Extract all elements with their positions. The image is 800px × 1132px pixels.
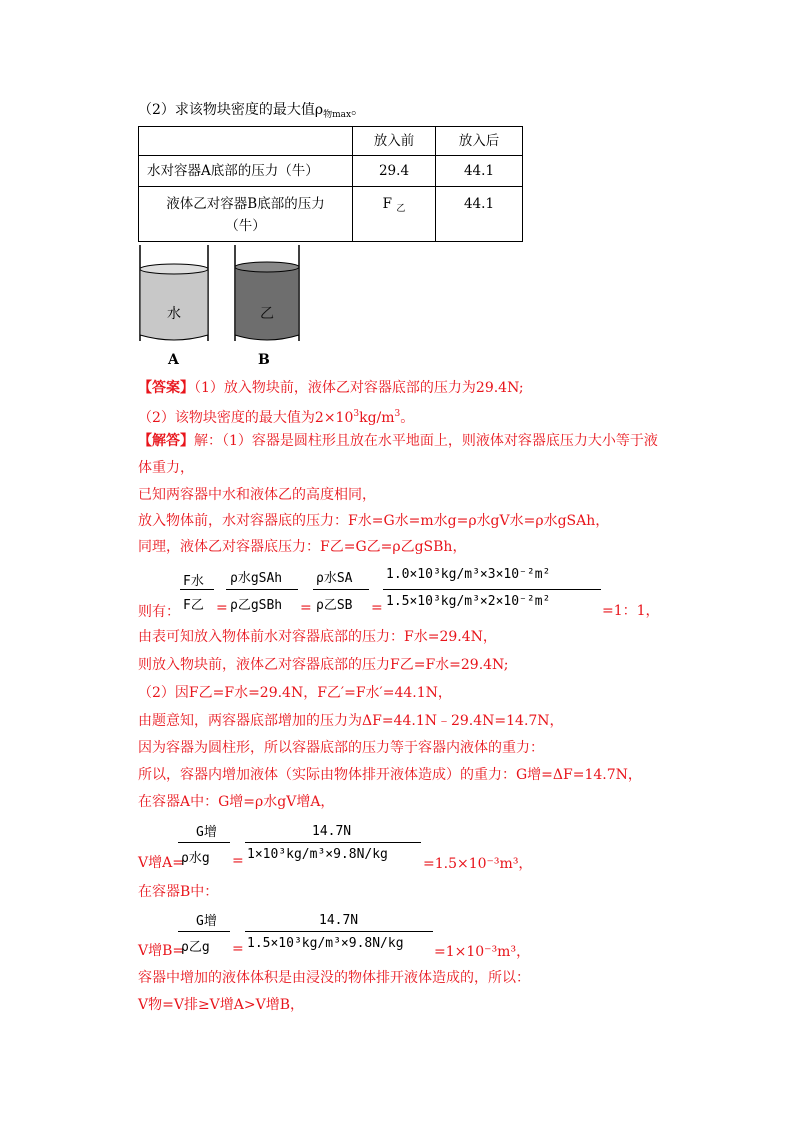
beaker-a [140, 245, 208, 341]
eqA-den1: ρ水g [181, 851, 210, 866]
solution-line-7: 由表可知放入物体前水对容器底部的压力：F水=29.4N， [138, 629, 497, 645]
frac2-num: ρ水gSAh [230, 571, 283, 586]
table-header-row [139, 127, 523, 156]
frac4-bar [383, 589, 601, 590]
question-end: 。 [351, 102, 366, 118]
frac1-bar [180, 589, 214, 590]
frac2-den: ρ乙gSBh [230, 598, 283, 613]
before-main: F [382, 196, 393, 212]
table-cell-after [436, 187, 523, 242]
before-sub: 乙 [396, 204, 406, 214]
table-cell-label: 水对容器A底部的压力（牛） [139, 156, 353, 187]
table-header-cell: 放入后 [436, 127, 523, 156]
liquid-label-water: 水 [167, 306, 181, 322]
table-cell-before [353, 187, 436, 242]
solution-line-13: 在容器A中：G增=ρ水gV增A， [138, 794, 335, 810]
solution-line-11: 因为容器为圆柱形，所以容器底部的压力等于容器内液体的重力： [138, 740, 544, 756]
solution-line-1 [138, 432, 658, 450]
label-line1: 液体乙对容器B底部的压力 [166, 196, 325, 212]
table-header-cell [139, 127, 353, 156]
question-sub: 物max [323, 110, 352, 120]
ratio-result: =1：1， [602, 603, 660, 619]
solution-line-16: V物=V排≥V增A>V增B， [138, 997, 305, 1013]
table-cell-label [139, 187, 353, 242]
solution-line-4: 放入物体前，水对容器底的压力：F水=G水=m水g=ρ水gV水=ρ水gSAh， [138, 513, 610, 529]
question-line [138, 101, 365, 124]
after-value: 44.1 [463, 196, 495, 212]
frac3-num: ρ水SA [316, 571, 353, 586]
table-header-cell: 放入前 [353, 127, 436, 156]
eqB-den1: ρ乙g [181, 940, 210, 955]
answer-line-2 [138, 405, 414, 427]
answer-line-1 [138, 379, 524, 397]
eqA-result: =1.5×10⁻³m³， [423, 856, 533, 872]
eq-sign: = [371, 600, 383, 616]
solution-line-3: 已知两容器中水和液体乙的高度相同， [138, 487, 376, 503]
eqA-den2: 1×10³kg/m³×9.8N/kg [247, 847, 388, 862]
table-cell-after: 44.1 [436, 156, 523, 187]
solution-line-2: 体重力， [138, 460, 194, 476]
answer-text-2a: （2）该物块密度的最大值为2×10 [138, 410, 354, 426]
answer-tag: 【答案】 [138, 380, 194, 396]
eqB-bar2 [245, 931, 433, 932]
eqA-bar2 [245, 842, 421, 843]
frac4-num: 1.0×10³kg/m³×3×10⁻²m² [386, 567, 551, 582]
answer-sup-1: 3 [353, 409, 360, 419]
eq-sign: = [216, 600, 228, 616]
solution-line-10: 由题意知，两容器底部增加的压力为ΔF=44.1N﹣29.4N=14.7N， [138, 713, 564, 729]
label-line2: （牛） [225, 218, 266, 234]
frac3-den: ρ乙SB [316, 598, 353, 613]
frac4-den: 1.5×10³kg/m³×2×10⁻²m² [386, 594, 551, 609]
frac1-num: F水 [183, 574, 204, 589]
eqA-num2: 14.7N [312, 824, 352, 839]
answer-sup-2: 3 [394, 409, 401, 419]
answer-text-1: （1）放入物块前，液体乙对容器底部的压力为29.4N; [194, 380, 524, 396]
eqA-num1: G增 [196, 825, 217, 840]
beaker-figure [132, 243, 302, 373]
eq-sign: = [300, 600, 312, 616]
table-row [139, 156, 523, 187]
solution-line-8: 则放入物块前，液体乙对容器底部的压力F乙=F水=29.4N; [138, 657, 509, 673]
eqB-prefix: V增B= [138, 943, 185, 959]
frac2-bar [226, 589, 298, 590]
frac3-bar [313, 589, 369, 590]
solution-line-15: 容器中增加的液体体积是由浸没的物体排开液体造成的，所以： [138, 970, 530, 986]
eqB-den2: 1.5×10³kg/m³×9.8N/kg [247, 936, 404, 951]
eqB-num2: 14.7N [319, 913, 359, 928]
solution-line-14: 在容器B中： [138, 884, 219, 900]
solution-tag: 【解答】 [138, 433, 194, 449]
liquid-label-yi: 乙 [260, 306, 274, 322]
ratio-prefix: 则有： [138, 604, 180, 620]
eqA-bar1 [178, 842, 230, 843]
solution-line-9: （2）因F乙=F水=29.4N，F乙′=F水′=44.1N， [138, 685, 452, 701]
eqB-bar1 [178, 931, 230, 932]
beaker-label-a: A [168, 352, 179, 368]
solution-line-12: 所以，容器内增加液体（实际由物体排开液体造成）的重力：G增=ΔF=14.7N， [138, 767, 642, 783]
beaker-b [235, 245, 299, 341]
pressure-table [138, 126, 523, 242]
question-text: （2）求该物块密度的最大值ρ [138, 102, 324, 118]
table-cell-before: 29.4 [353, 156, 436, 187]
beaker-label-b: B [258, 352, 270, 368]
eqB-result: =1×10⁻³m³， [434, 944, 531, 960]
eq-sign: = [232, 853, 244, 869]
answer-text-2b: kg/m [359, 410, 395, 426]
eqA-prefix: V增A= [138, 855, 184, 871]
eq-sign: = [232, 941, 244, 957]
solution-line-5: 同理，液体乙对容器底压力：F乙=G乙=ρ乙gSBh， [138, 539, 467, 555]
answer-text-2c: 。 [400, 410, 415, 426]
solution-text: 解：（1）容器是圆柱形且放在水平地面上，则液体对容器底压力大小等于液 [194, 433, 658, 449]
frac1-den: F乙 [183, 598, 204, 613]
table-row [139, 187, 523, 242]
eqB-num1: G增 [196, 914, 217, 929]
